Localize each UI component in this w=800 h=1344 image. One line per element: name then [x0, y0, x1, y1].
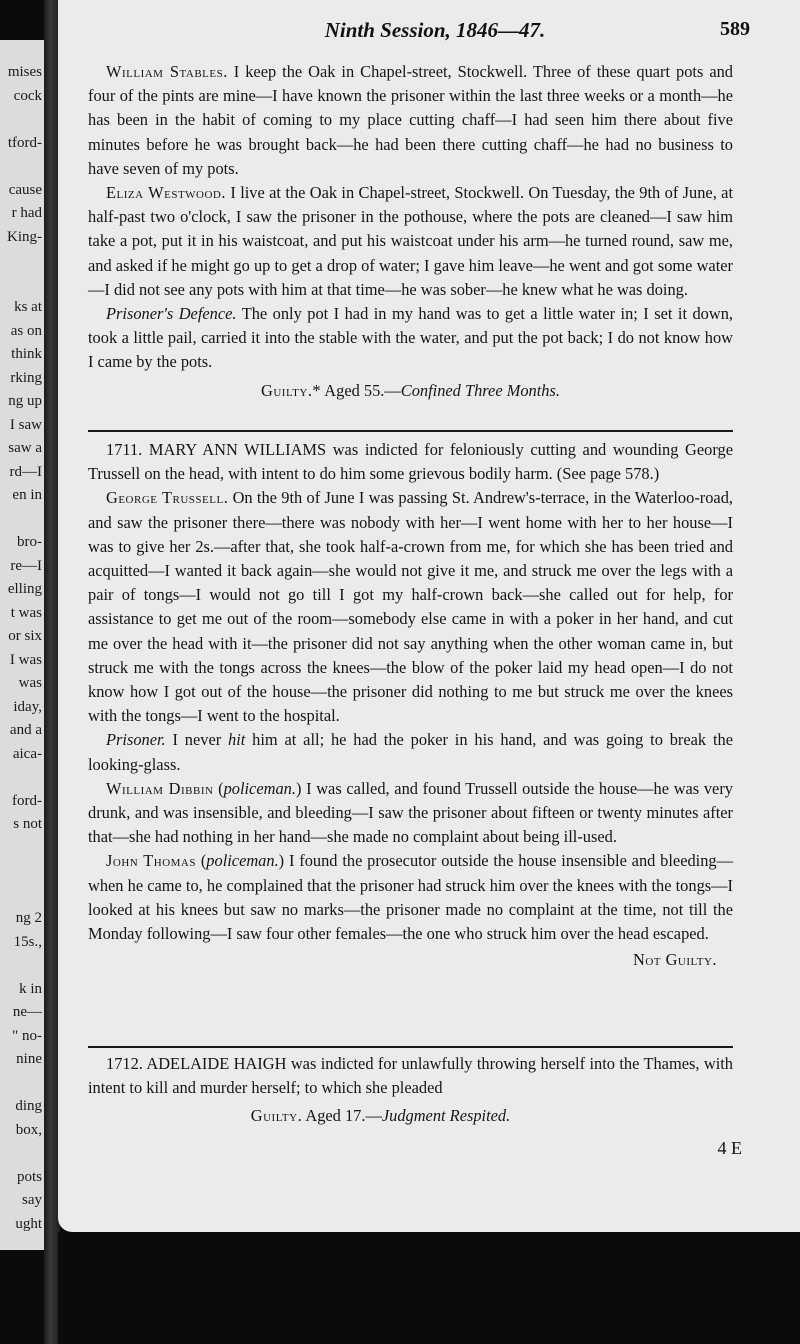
prisoner-defence — [88, 302, 733, 375]
defence-text: The only pot I had in my hand was to get a little water in; I set it down, took a little pail, carried it into the stable with the water, and put the pot back; I do not know how I came by the pots. — [88, 304, 733, 372]
left-page-fragment: bro- — [17, 534, 42, 550]
witness-name: William Dibbin — [106, 778, 214, 798]
left-page-fragment: rking — [10, 369, 42, 386]
left-page-fragment: I saw — [9, 416, 42, 433]
left-page-fragment: think — [11, 346, 42, 362]
witness-name: George Trussell. — [106, 488, 229, 508]
testimony-text: I was called, and found Trussell outside the house—he was very drunk, and was insensible, and bleeding—I saw the prisoner about fifteen or twenty minutes after that—she had nothing in her hand—she made no complaint about being ill-used. — [88, 778, 733, 847]
dibbin-testimony: William Dibbin (policeman.) I was called, and found Trussell outside the house—he was very drunk, and was insensible, and bleeding—I saw the prisoner about fifteen or twenty minutes after that—she had nothing in her hand—she made no complaint about being ill-used. — [88, 778, 733, 847]
left-page-fragment: was — [18, 675, 42, 691]
left-page-fragment: cause — [8, 181, 42, 198]
left-page-fragment: as on — [10, 322, 42, 339]
case-1711-heading — [88, 438, 733, 486]
background-edge — [58, 1232, 800, 1344]
charge-text: was indicted for feloniously cutting and wounding George Trussell on the head, with intent to do him some grievous bodily harm. (See page 578.) — [88, 440, 733, 484]
left-page-fragment: ng up — [8, 393, 42, 409]
charge-text: was indicted for unlawfully throwing herself into the Thames, with intent to kill and murder herself; to which she pleaded — [88, 1054, 733, 1098]
case-1712-heading — [88, 1052, 733, 1100]
left-page-fragment: pots — [16, 1168, 42, 1185]
defence-label: Prisoner's Defence. — [106, 304, 237, 324]
case-number: 1711. — [106, 440, 143, 459]
testimony-text: I keep the Oak in Chapel-street, Stockwell. Three of these quart pots and four of the pints are mine—I have known the prisoner within the last three weeks or a month—he has been in the habit of coming to my place cutting chaff—I had seen him there about five minutes before he was brought back—he had been there cutting chaff—he had no business to have seven of my pots. — [88, 62, 733, 178]
witness-name: William Stables. — [106, 62, 228, 81]
left-page-fragment: King- — [7, 228, 42, 245]
left-page-margin — [0, 40, 44, 1250]
left-page-fragment: elling — [7, 581, 42, 597]
left-page-fragment: s not — [13, 816, 42, 832]
left-page-fragment: I was — [9, 651, 42, 668]
left-page-fragment: mises — [7, 64, 42, 80]
left-page-fragment: say — [22, 1192, 42, 1208]
left-page-fragment: ught — [15, 1215, 42, 1232]
verdict-1710: Guilty.* Aged 55.—Confined Three Months. — [261, 380, 560, 400]
testimony-text: I found the prosecutor outside the house insensible and bleeding—when he came to, he complained that the prisoner had struck him over the knees with the tongs—I looked at his knees but saw no marks—the prisoner made no complaint at the time, not till the Monday following—I saw four other females—the one who struck him over the head escaped. — [88, 851, 733, 944]
stables-testimony — [88, 60, 733, 181]
verdict-1711: Not Guilty. — [632, 950, 717, 970]
left-page-fragment: 15s., — [13, 933, 42, 950]
left-page-fragment: aica- — [12, 745, 42, 762]
testimony-text: On the 9th of June I was passing St. Andrew's-terrace, in the Waterloo-road, and saw the prisoner there—there was nobody with her—I went home with her to her house—I was to give her 2s.—after that, she took half-a-crown from me, for which she has been tried and acquitted—I wanted it back again—she would not give it me, and struck me over the legs with a pair of tongs—I would not go till I got my half-crown back—she called out for help, for assistance to get me out of the room—somebody else came in with a poker in her hand, and cut me over the head with it—the prisoner did not say anything when the other woman came in, but struck me with the tongs across the knees—the blow of the poker laid my head open—I do not know how I got out of the house—the prisoner did nothing to me but struck me over the knees with the tongs—I went to the hospital. — [88, 488, 733, 726]
left-page-fragment: ng 2 — [15, 910, 42, 926]
left-page-fragment: t was — [10, 604, 42, 621]
defendant-name: MARY ANN WILLIAMS — [142, 440, 327, 459]
left-page-fragment: cock — [13, 87, 42, 104]
verdict-1712: Guilty. Aged 17.—Judgment Respited. — [250, 1106, 511, 1126]
case-1710-text — [88, 60, 733, 409]
left-page-fragment: r had — [11, 205, 42, 221]
left-page-fragment: ford- — [12, 792, 42, 809]
defendant-name: ADELAIDE HAIGH — [142, 1054, 287, 1073]
left-page-fragment: rd—I — [9, 463, 42, 480]
page-number: 589 — [720, 18, 750, 40]
prisoner-statement: Prisoner. I never hit him at all; he had the poker in his hand, and was going to break the looking-glass. — [88, 730, 733, 774]
witness-role: policeman. — [223, 778, 296, 798]
case-divider — [88, 1046, 733, 1048]
trussell-testimony — [88, 486, 733, 728]
witness-name: Eliza Westwood. — [106, 183, 226, 203]
case-divider — [88, 430, 733, 432]
left-page-fragment: k in — [19, 980, 42, 997]
witness-role: policeman. — [206, 851, 279, 871]
left-page-fragment: nine — [16, 1051, 42, 1067]
left-page-fragment: ne— — [12, 1004, 42, 1020]
left-page-fragment: or six — [8, 628, 42, 644]
westwood-testimony — [88, 181, 733, 302]
signature-mark: 4 E — [717, 1138, 742, 1158]
left-page-fragment: saw a — [8, 440, 42, 456]
left-page-fragment: en in — [12, 487, 42, 503]
left-page-fragment: box, — [15, 1121, 42, 1138]
page — [58, 0, 800, 1232]
left-page-fragment: ding — [15, 1098, 42, 1114]
thomas-testimony: John Thomas (policeman.) I found the prosecutor outside the house insensible and bleeding—when he came to, he complained that the prisoner had struck him over the knees with the tongs—I looked at his knees but saw no marks—the prisoner made no complaint at the time, not till the Monday following—I saw four other females—the one who struck him over the head escaped. — [88, 851, 733, 944]
left-page-fragment: tford- — [7, 134, 42, 151]
page-header — [120, 18, 750, 50]
testimony-text: I live at the Oak in Chapel-street, Stockwell. On Tuesday, the 9th of June, at half-past two o'clock, I saw the prisoner in the pothouse, where the pots are cleaned—I saw him take a pot, put it in his waistcoat, and put his waistcoat under his arm—he turned round, saw me, and asked if he might go up to get a drop of water; I gave him leave—he went and got some water—I did not see any pots with him at that time—he was sober—he knew what he was doing. — [88, 183, 733, 299]
case-1711-text — [88, 438, 733, 972]
left-page-fragment: " no- — [12, 1027, 42, 1044]
witness-name: John Thomas — [106, 851, 196, 871]
running-head: Ninth Session, 1846—47. — [324, 18, 546, 42]
prisoner-label: Prisoner. — [106, 730, 166, 750]
left-page-fragment: re—I — [10, 557, 42, 574]
left-page-fragment: iday, — [13, 698, 42, 715]
case-number: 1712. — [106, 1054, 143, 1073]
left-page-fragment: ks at — [14, 299, 42, 315]
case-1712-text — [88, 1052, 733, 1135]
left-page-fragment: and a — [9, 722, 42, 738]
